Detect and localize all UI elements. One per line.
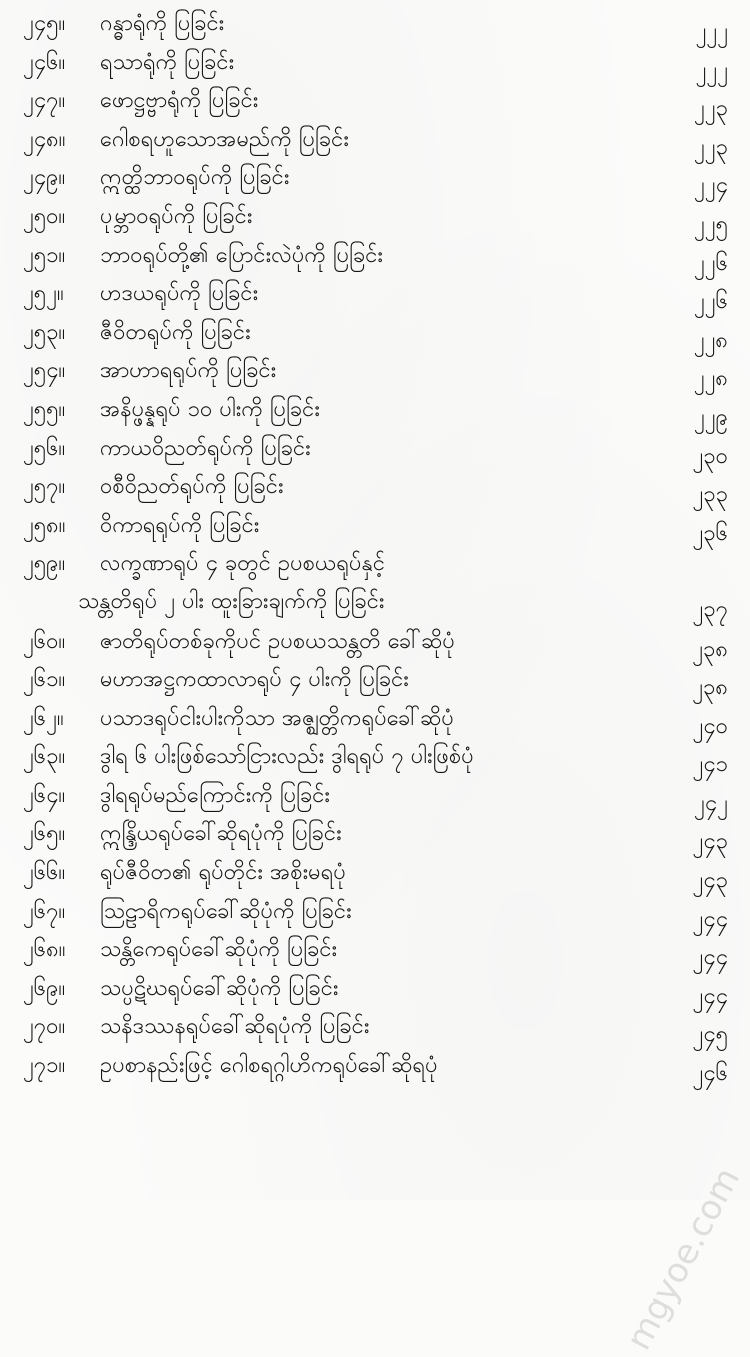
entry-page-number: ၂၂၈ xyxy=(693,327,728,353)
entry-title: ကာယဝိညတ်ရုပ်ကို ပြခြင်း xyxy=(100,435,311,461)
entry-page-number: ၂၃၈ xyxy=(692,636,728,662)
toc-entry xyxy=(0,892,750,931)
entry-title: ရသာရုံကို ပြခြင်း xyxy=(100,49,235,75)
entry-number: ၂၄၉။ xyxy=(23,165,66,191)
entry-page-number: ၂၂၆ xyxy=(694,289,728,315)
toc-entry xyxy=(0,236,750,275)
toc-entry xyxy=(0,4,750,43)
toc-entry xyxy=(0,660,750,699)
toc-entry xyxy=(0,853,750,892)
watermark: mgyoe.com xyxy=(618,1161,748,1357)
entry-page-number: ၂၃၇ xyxy=(692,597,728,623)
toc-entry xyxy=(0,544,750,621)
entry-number: ၂၆၂။ xyxy=(23,705,64,731)
entry-title: ပုမ္ဘာဝရုပ်ကို ပြခြင်း xyxy=(100,203,253,229)
entry-page-number: ၂၂၈ xyxy=(693,366,728,392)
entry-page-number: ၂၃၀ xyxy=(692,443,728,469)
entry-title: ဇီဝိတရုပ်ကို ပြခြင်း xyxy=(100,319,251,345)
toc-entry xyxy=(0,622,750,661)
entry-number: ၂၅၆။ xyxy=(23,435,66,461)
entry-page-number: ၂၂၃ xyxy=(694,96,728,122)
entry-number: ၂၄၈။ xyxy=(23,126,66,152)
entry-page-number: ၂၂၆ xyxy=(694,250,728,276)
toc-entry xyxy=(0,43,750,82)
entry-page-number: ၂၂၄ xyxy=(694,173,728,199)
entry-page-number: ၂၃၆ xyxy=(692,520,728,546)
entry-page-number: ၂၄၃ xyxy=(692,868,728,894)
entry-page-number: ၂၄၂ xyxy=(694,790,728,816)
toc-entry xyxy=(0,274,750,313)
entry-number: ၂၇၁။ xyxy=(23,1053,66,1079)
entry-title: မဟာအဋ္ဌကထာလာရုပ် ၄ ပါးကို ပြခြင်း xyxy=(100,667,409,693)
table-of-contents xyxy=(0,4,750,1085)
entry-page-number: ၂၂၅ xyxy=(694,211,728,237)
entry-number: ၂၅၈။ xyxy=(23,512,66,538)
entry-number: ၂၅၅။ xyxy=(23,396,66,422)
entry-number: ၂၆၃။ xyxy=(23,744,66,770)
entry-number: ၂၆၇။ xyxy=(23,898,66,924)
toc-entry xyxy=(0,1007,750,1046)
entry-title-continued: သန္တတိရုပ် ၂ ပါး ထူးခြားချက်ကို ပြခြင်း xyxy=(78,589,385,615)
entry-number: ၂၅၀။ xyxy=(23,203,66,229)
entry-title: ဣန္ဒြိယရုပ်ခေါ်ဆိုရပုံကို ပြခြင်း xyxy=(100,821,342,847)
entry-number: ၂၄၆။ xyxy=(23,49,66,75)
entry-number: ၂၇၀။ xyxy=(23,1014,66,1040)
entry-number: ၂၆၄။ xyxy=(23,782,66,808)
entry-page-number: ၂၄၆ xyxy=(692,1061,728,1087)
toc-entry xyxy=(0,120,750,159)
entry-number: ၂၄၅။ xyxy=(23,11,66,36)
entry-title: ဒွါရ ၆ ပါးဖြစ်သော်ငြားလည်း ဒွါရရုပ် ၇ ပါးဖြစ်ပုံ xyxy=(100,744,474,770)
toc-entry xyxy=(0,776,750,815)
entry-page-number: ၂၄၁ xyxy=(692,752,728,778)
entry-page-number: ၂၄၅ xyxy=(692,1022,728,1048)
entry-number: ၂၅၉။ xyxy=(23,551,66,577)
toc-entry xyxy=(0,737,750,776)
entry-page-number: ၂၄၄ xyxy=(692,983,728,1009)
entry-number: ၂၅၃။ xyxy=(23,319,66,345)
entry-title: ဖောဋ္ဌဗ္ဗာရုံကို ပြခြင်း xyxy=(100,88,259,114)
entry-number: ၂၅၄။ xyxy=(23,358,66,384)
toc-entry xyxy=(0,699,750,738)
entry-number: ၂၆၆။ xyxy=(23,860,66,886)
toc-entry xyxy=(0,969,750,1008)
entry-title: ရုပ်ဇီဝိတ၏ ရုပ်တိုင်း အစိုးမရပုံ xyxy=(100,860,346,886)
entry-title: ဘာဝရုပ်တို့၏ ပြောင်းလဲပုံကို ပြခြင်း xyxy=(100,242,384,268)
entry-page-number: ၂၂၃ xyxy=(694,134,728,160)
entry-page-number: ၂၂၂ xyxy=(695,19,728,44)
entry-title: ဒွါရရုပ်မည်ကြောင်းကို ပြခြင်း xyxy=(100,782,330,808)
entry-title: လက္ခဏာရုပ် ၄ ခုတွင် ဥပစယရုပ်နှင့် xyxy=(100,551,386,577)
entry-title: ဇာတိရုပ်တစ်ခုကိုပင် ဥပစယသန္တတိ ခေါ်ဆိုပုံ xyxy=(100,628,455,654)
entry-number: ၂၅၁။ xyxy=(23,242,66,268)
toc-entry xyxy=(0,351,750,390)
toc-entry xyxy=(0,467,750,506)
toc-entry xyxy=(0,429,750,468)
toc-entry xyxy=(0,930,750,969)
entry-title: ဂေါစရဟူသောအမည်ကို ပြခြင်း xyxy=(100,126,349,152)
entry-page-number: ၂၃၈ xyxy=(692,675,728,701)
toc-entry xyxy=(0,506,750,545)
toc-entry xyxy=(0,1046,750,1085)
entry-page-number: ၂၃၃ xyxy=(692,482,728,508)
entry-title: ဝစီဝိညတ်ရုပ်ကို ပြခြင်း xyxy=(100,474,284,500)
entry-number: ၂၆၁။ xyxy=(23,667,66,693)
entry-title: ပသာဒရုပ်ငါးပါးကိုသာ အဇ္ဈတ္တိကရုပ်ခေါ်ဆိုပုံ xyxy=(100,705,454,731)
entry-number: ၂၅၇။ xyxy=(23,474,66,500)
entry-page-number: ၂၄၄ xyxy=(692,945,728,971)
entry-title: သပ္ပဋိဃရုပ်ခေါ်ဆိုပုံကို ပြခြင်း xyxy=(100,975,339,1001)
entry-title: ဣတ္ထိဘာဝရုပ်ကို ပြခြင်း xyxy=(100,165,290,191)
toc-entry xyxy=(0,814,750,853)
entry-page-number: ၂၄၃ xyxy=(692,829,728,855)
toc-entry xyxy=(0,158,750,197)
entry-number: ၂၄၇။ xyxy=(23,88,66,114)
entry-number: ၂၆၈။ xyxy=(23,937,66,963)
entry-title: ဥပစာနည်းဖြင့် ဂေါစရဂ္ဂါဟိကရုပ်ခေါ်ဆိုရပုံ xyxy=(100,1053,438,1079)
entry-title: အနိပ္ဖန္နရုပ် ၁၀ ပါးကို ပြခြင်း xyxy=(100,396,320,422)
entry-title: သန္တိကေရုပ်ခေါ်ဆိုပုံကို ပြခြင်း xyxy=(100,937,338,963)
entry-page-number: ၂၄၀ xyxy=(692,713,728,739)
entry-number: ၂၆၉။ xyxy=(23,975,66,1001)
entry-page-number: ၂၂၉ xyxy=(694,404,728,430)
toc-entry xyxy=(0,390,750,429)
entry-number: ၂၆၀။ xyxy=(23,628,66,654)
entry-title: ဝိကာရရုပ်ကို ပြခြင်း xyxy=(100,512,260,538)
toc-entry xyxy=(0,197,750,236)
entry-page-number: ၂၂၂ xyxy=(695,57,728,83)
entry-page-number: ၂၄၄ xyxy=(692,906,728,932)
entry-number: ၂၅၂။ xyxy=(23,281,64,307)
entry-title: ဩဠာရိကရုပ်ခေါ်ဆိုပုံကို ပြခြင်း xyxy=(100,898,352,924)
entry-title: အာဟာရရုပ်ကို ပြခြင်း xyxy=(100,358,277,384)
toc-entry xyxy=(0,313,750,352)
entry-title: ဟဒယရုပ်ကို ပြခြင်း xyxy=(100,281,259,307)
entry-number: ၂၆၅။ xyxy=(23,821,66,847)
toc-entry xyxy=(0,81,750,120)
entry-title: သနိဒဿနရုပ်ခေါ်ဆိုရပုံကို ပြခြင်း xyxy=(100,1014,370,1040)
entry-title: ဂန္ဓာရုံကို ပြခြင်း xyxy=(100,11,225,36)
